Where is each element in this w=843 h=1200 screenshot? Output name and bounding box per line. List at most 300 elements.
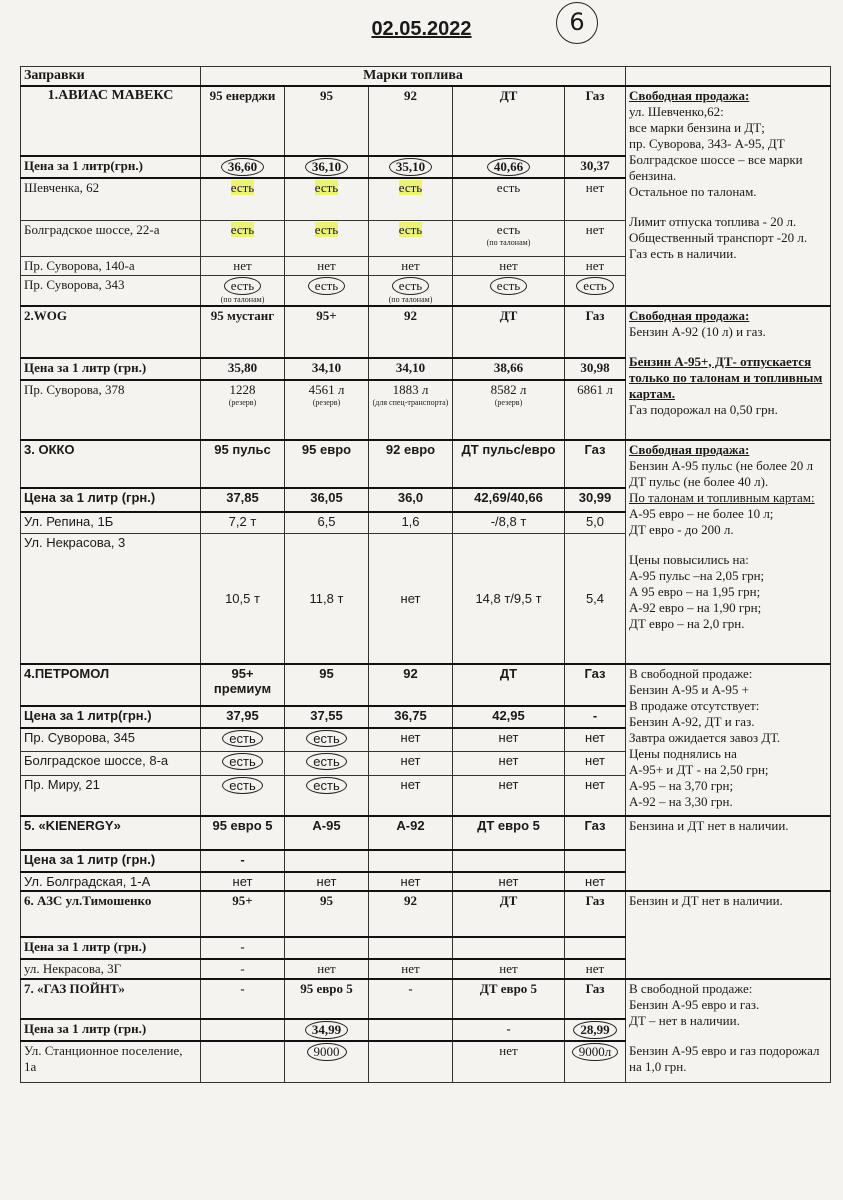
availability-value: 8582 л bbox=[490, 381, 527, 397]
availability-cell bbox=[369, 752, 453, 776]
info-line: Цены повысились на: bbox=[629, 551, 749, 567]
info-line bbox=[629, 200, 827, 214]
availability-value: есть bbox=[314, 221, 339, 237]
fuel-type: ДТ евро 5 bbox=[453, 979, 565, 1019]
section-info bbox=[626, 86, 831, 306]
availability-cell bbox=[453, 380, 565, 440]
availability-value: нет bbox=[232, 873, 253, 889]
price-cell bbox=[565, 156, 626, 178]
availability-value: нет bbox=[585, 729, 605, 745]
section-info bbox=[626, 891, 831, 979]
station-address: Болградское шоссе, 22-а bbox=[21, 220, 201, 256]
availability-cell bbox=[369, 959, 453, 979]
fuel-type: ДТ евро 5 bbox=[453, 816, 565, 850]
availability-cell bbox=[565, 534, 626, 664]
availability-value: 5,4 bbox=[585, 590, 605, 606]
price-value: 36,60 bbox=[221, 158, 264, 176]
availability-value: нет bbox=[400, 590, 421, 606]
fuels-header: Марки топлива bbox=[201, 67, 626, 87]
availability-cell bbox=[565, 178, 626, 220]
availability-cell bbox=[201, 220, 285, 256]
section-name: 5. «KIENERGY» bbox=[21, 816, 201, 850]
fuel-type: 92 bbox=[369, 664, 453, 706]
availability-value: нет bbox=[498, 777, 519, 792]
availability-cell bbox=[565, 275, 626, 306]
availability-cell bbox=[453, 728, 565, 752]
fuel-type: 95 евро 5 bbox=[201, 816, 285, 850]
availability-value: нет bbox=[400, 873, 421, 889]
page-number-mark: 6 bbox=[556, 2, 598, 44]
section-header-row bbox=[21, 306, 831, 358]
availability-cell bbox=[369, 512, 453, 534]
info-line: Свободная продажа: bbox=[629, 441, 750, 457]
availability-cell bbox=[565, 256, 626, 275]
price-cell bbox=[369, 358, 453, 380]
availability-cell bbox=[453, 534, 565, 664]
section-header-row bbox=[21, 816, 831, 850]
price-cell bbox=[285, 937, 369, 959]
price-cell bbox=[565, 706, 626, 728]
price-value: - bbox=[240, 851, 245, 867]
fuel-type: ДТ bbox=[453, 891, 565, 937]
info-line: А-95+ и ДТ - на 2,50 грн; bbox=[629, 761, 769, 777]
availability-cell bbox=[369, 256, 453, 275]
availability-cell bbox=[285, 1041, 369, 1083]
price-value: 28,99 bbox=[573, 1021, 616, 1039]
info-line: А-95 евро – не более 10 л; bbox=[629, 505, 774, 521]
availability-value: есть bbox=[224, 277, 261, 295]
fuel-type: 95+ bbox=[285, 306, 369, 358]
fuel-type: Газ bbox=[565, 86, 626, 156]
availability-cell bbox=[565, 1041, 626, 1083]
availability-value: есть bbox=[306, 753, 346, 770]
availability-cell bbox=[453, 178, 565, 220]
fuel-type: 95+ премиум bbox=[201, 664, 285, 706]
info-line: пр. Суворова, 343- А-95, ДТ bbox=[629, 136, 785, 151]
fuel-type: 92 bbox=[369, 86, 453, 156]
availability-value: есть bbox=[398, 180, 423, 195]
station-address: Ул. Станционное поселение, 1а bbox=[21, 1041, 201, 1083]
section-info bbox=[626, 440, 831, 664]
availability-value: есть bbox=[398, 221, 423, 237]
fuel-type: Газ bbox=[565, 306, 626, 358]
fuel-type: Газ bbox=[565, 816, 626, 850]
availability-cell bbox=[201, 959, 285, 979]
availability-value: нет bbox=[585, 221, 605, 237]
availability-cell bbox=[453, 752, 565, 776]
section-name: 7. «ГАЗ ПОЙНТ» bbox=[21, 979, 201, 1019]
info-line bbox=[629, 340, 827, 354]
availability-cell bbox=[565, 776, 626, 816]
availability-cell bbox=[285, 959, 369, 979]
info-line: Бензин и ДТ нет в наличии. bbox=[629, 892, 783, 908]
availability-value: 6,5 bbox=[317, 513, 336, 529]
price-cell bbox=[201, 358, 285, 380]
fuel-type: 92 bbox=[369, 306, 453, 358]
section-info bbox=[626, 979, 831, 1083]
price-value: 36,10 bbox=[305, 158, 348, 176]
availability-cell bbox=[285, 220, 369, 256]
availability-cell bbox=[369, 178, 453, 220]
price-value: 36,75 bbox=[394, 707, 427, 723]
availability-cell bbox=[565, 512, 626, 534]
info-line: ДТ пульс (не более 40 л). bbox=[629, 473, 769, 489]
table-body bbox=[21, 67, 831, 1083]
info-line: Бензин А-95+, ДТ- отпускается только по талонам и топливным картам. bbox=[629, 353, 823, 401]
info-line: Бензина и ДТ нет в наличии. bbox=[629, 817, 789, 833]
availability-value: 9000л bbox=[572, 1043, 619, 1061]
fuel-type: 95+ bbox=[201, 891, 285, 937]
availability-cell bbox=[369, 380, 453, 440]
info-line: Бензин А-95 евро и газ подорожал на 1,0 грн. bbox=[629, 1042, 820, 1074]
availability-value: 10,5 т bbox=[225, 590, 260, 606]
price-value: 36,05 bbox=[310, 489, 343, 505]
availability-value: 14,8 т/9,5 т bbox=[475, 590, 542, 606]
info-line: ДТ евро - до 200 л. bbox=[629, 521, 734, 537]
price-cell bbox=[201, 488, 285, 512]
availability-cell bbox=[285, 776, 369, 816]
section-name: 4.ПЕТРОМОЛ bbox=[21, 664, 201, 706]
availability-value: нет bbox=[499, 960, 518, 976]
price-value: 34,10 bbox=[311, 359, 342, 375]
section-header-row bbox=[21, 979, 831, 1019]
section-header-row bbox=[21, 440, 831, 488]
price-cell bbox=[201, 1019, 285, 1041]
price-value: 37,85 bbox=[226, 489, 259, 505]
table-header-row bbox=[21, 67, 831, 87]
availability-value: есть bbox=[308, 277, 345, 295]
price-cell bbox=[565, 1019, 626, 1041]
document-date: 02.05.2022 bbox=[371, 18, 472, 40]
availability-value: нет bbox=[585, 873, 605, 889]
availability-cell bbox=[285, 275, 369, 306]
fuel-type: Газ bbox=[565, 891, 626, 937]
info-line: Бензин А-95 пульс (не более 20 л bbox=[629, 457, 814, 473]
availability-cell bbox=[285, 178, 369, 220]
price-value: - bbox=[240, 938, 245, 954]
info-line: Свободная продажа: bbox=[629, 307, 750, 323]
price-label: Цена за 1 литр(грн.) bbox=[21, 156, 201, 178]
price-value: - bbox=[592, 707, 598, 723]
availability-cell bbox=[285, 256, 369, 275]
price-value: - bbox=[506, 1020, 511, 1036]
section-name: 1.АВИАС МАВЕКС bbox=[21, 86, 201, 156]
info-line bbox=[629, 538, 827, 552]
price-cell bbox=[285, 850, 369, 872]
fuel-type: 92 bbox=[369, 891, 453, 937]
info-line: Газ есть в наличии. bbox=[629, 246, 737, 261]
availability-value: есть bbox=[222, 777, 262, 794]
availability-value: есть bbox=[230, 221, 255, 237]
availability-note: (по талонам) bbox=[486, 237, 531, 247]
price-value: 36,0 bbox=[397, 489, 424, 505]
price-cell bbox=[285, 488, 369, 512]
availability-value: 6861 л bbox=[577, 381, 613, 397]
info-line: По талонам и топливным картам: bbox=[629, 489, 815, 505]
availability-value: есть bbox=[230, 180, 255, 195]
availability-value: 5,0 bbox=[585, 513, 605, 529]
price-cell bbox=[453, 706, 565, 728]
price-cell bbox=[285, 156, 369, 178]
price-cell bbox=[565, 850, 626, 872]
availability-value: нет bbox=[585, 257, 605, 273]
price-cell bbox=[201, 156, 285, 178]
info-line: ул. Шевченко,62: bbox=[629, 104, 724, 119]
availability-value: нет bbox=[585, 753, 605, 768]
info-line: В продаже отсутствует: bbox=[629, 697, 760, 713]
availability-cell bbox=[201, 512, 285, 534]
price-cell bbox=[285, 358, 369, 380]
availability-cell bbox=[565, 728, 626, 752]
station-address: Шевченка, 62 bbox=[21, 178, 201, 220]
price-cell bbox=[201, 706, 285, 728]
station-address: Ул. Болградская, 1-А bbox=[21, 872, 201, 891]
availability-value: нет bbox=[498, 753, 519, 768]
price-value: 40,66 bbox=[487, 158, 530, 176]
availability-value: есть bbox=[496, 180, 521, 195]
availability-value: есть bbox=[314, 180, 339, 195]
availability-cell bbox=[201, 380, 285, 440]
price-cell bbox=[453, 488, 565, 512]
section-header-row bbox=[21, 664, 831, 706]
availability-value: 4561 л bbox=[308, 381, 345, 397]
availability-note: (по талонам) bbox=[388, 294, 433, 304]
fuel-type: 95 евро bbox=[285, 440, 369, 488]
fuel-type: - bbox=[201, 979, 285, 1019]
fuel-type: 92 евро bbox=[369, 440, 453, 488]
availability-cell bbox=[369, 1041, 453, 1083]
availability-cell bbox=[369, 728, 453, 752]
availability-value: 1883 л bbox=[392, 381, 429, 397]
availability-value: нет bbox=[400, 729, 421, 745]
availability-value: есть bbox=[392, 277, 429, 295]
fuel-type: 95 евро 5 bbox=[285, 979, 369, 1019]
availability-value: есть bbox=[306, 730, 346, 747]
info-line: В свободной продаже: bbox=[629, 980, 753, 996]
info-line: Бензин А-95 и А-95 + bbox=[629, 681, 749, 697]
availability-cell bbox=[369, 220, 453, 256]
info-line: А-92 – на 3,30 грн. bbox=[629, 793, 733, 809]
availability-cell bbox=[201, 256, 285, 275]
section-info bbox=[626, 664, 831, 816]
availability-value: нет bbox=[585, 180, 605, 195]
station-address: Болградское шоссе, 8-а bbox=[21, 752, 201, 776]
price-cell bbox=[565, 488, 626, 512]
availability-cell bbox=[369, 534, 453, 664]
info-line: Болградское шоссе – все марки бензина. bbox=[629, 152, 803, 183]
info-line: Газ подорожал на 0,50 грн. bbox=[629, 401, 778, 417]
availability-value: есть bbox=[490, 277, 527, 295]
availability-cell bbox=[201, 752, 285, 776]
availability-cell bbox=[453, 1041, 565, 1083]
price-cell bbox=[565, 937, 626, 959]
availability-cell bbox=[369, 872, 453, 891]
availability-cell bbox=[565, 220, 626, 256]
availability-cell bbox=[453, 776, 565, 816]
availability-value: есть bbox=[222, 730, 262, 747]
fuel-type: 95 bbox=[285, 664, 369, 706]
fuel-type: А-92 bbox=[369, 816, 453, 850]
availability-value: нет bbox=[498, 873, 519, 889]
info-line: Свободная продажа: bbox=[629, 88, 750, 103]
availability-value: есть bbox=[496, 221, 521, 237]
availability-cell bbox=[565, 959, 626, 979]
availability-value: нет bbox=[317, 960, 336, 976]
availability-value: нет bbox=[498, 729, 519, 745]
info-line: Завтра ожидается завоз ДТ. bbox=[629, 729, 781, 745]
fuel-type: 95 bbox=[285, 891, 369, 937]
station-address: Пр. Суворова, 140-а bbox=[21, 256, 201, 275]
availability-cell bbox=[201, 178, 285, 220]
fuel-type: А-95 bbox=[285, 816, 369, 850]
fuel-type: ДТ bbox=[453, 86, 565, 156]
price-cell bbox=[453, 850, 565, 872]
station-address: Ул. Некрасова, 3 bbox=[21, 534, 201, 664]
availability-note: (по талонам) bbox=[220, 294, 265, 304]
availability-cell bbox=[285, 872, 369, 891]
info-line: Остальное по талонам. bbox=[629, 184, 757, 199]
price-cell bbox=[453, 156, 565, 178]
availability-value: 9000 bbox=[307, 1043, 347, 1061]
price-cell bbox=[369, 156, 453, 178]
availability-value: -/8,8 т bbox=[490, 513, 527, 529]
availability-cell bbox=[201, 1041, 285, 1083]
info-line: все марки бензина и ДТ; bbox=[629, 120, 765, 135]
price-value: 30,99 bbox=[578, 489, 612, 505]
availability-cell bbox=[453, 512, 565, 534]
availability-cell bbox=[201, 776, 285, 816]
station-address: Пр. Суворова, 345 bbox=[21, 728, 201, 752]
price-value: 30,98 bbox=[580, 359, 610, 375]
price-cell bbox=[369, 488, 453, 512]
info-line: А-92 евро – на 1,90 грн; bbox=[629, 599, 762, 615]
section-name: 3. ОККО bbox=[21, 440, 201, 488]
price-cell bbox=[369, 850, 453, 872]
availability-cell bbox=[453, 256, 565, 275]
price-value: 35,80 bbox=[227, 359, 258, 375]
availability-value: есть bbox=[222, 753, 262, 770]
station-address: Пр. Миру, 21 bbox=[21, 776, 201, 816]
availability-value: нет bbox=[585, 960, 605, 976]
availability-value: 1228 bbox=[229, 381, 256, 397]
station-address: Пр. Суворова, 378 bbox=[21, 380, 201, 440]
section-info bbox=[626, 306, 831, 440]
section-name: 2.WOG bbox=[21, 306, 201, 358]
price-value: 35,10 bbox=[389, 158, 432, 176]
availability-cell bbox=[285, 752, 369, 776]
availability-cell bbox=[453, 275, 565, 306]
availability-value: 11,8 т bbox=[309, 590, 344, 606]
availability-cell bbox=[453, 220, 565, 256]
info-line: А-95 – на 3,70 грн; bbox=[629, 777, 734, 793]
price-cell bbox=[201, 937, 285, 959]
fuel-type: ДТ bbox=[453, 306, 565, 358]
availability-note: (резерв) bbox=[312, 397, 341, 407]
price-cell bbox=[369, 937, 453, 959]
availability-cell bbox=[369, 776, 453, 816]
availability-cell bbox=[565, 872, 626, 891]
price-cell bbox=[453, 937, 565, 959]
availability-value: 7,2 т bbox=[228, 513, 257, 529]
fuel-type: 95 bbox=[285, 86, 369, 156]
info-line: ДТ евро – на 2,0 грн. bbox=[629, 615, 745, 631]
price-label: Цена за 1 литр (грн.) bbox=[21, 937, 201, 959]
info-line: В свободной продаже: bbox=[629, 665, 753, 681]
availability-value: нет bbox=[499, 257, 518, 273]
station-address: ул. Некрасова, 3Г bbox=[21, 959, 201, 979]
fuel-type: ДТ пульс/евро bbox=[453, 440, 565, 488]
info-line: Бензин А-92, ДТ и газ. bbox=[629, 713, 755, 729]
price-value: 38,66 bbox=[493, 359, 524, 375]
price-cell bbox=[369, 706, 453, 728]
stations-header: Заправки bbox=[21, 67, 201, 87]
price-cell bbox=[285, 706, 369, 728]
availability-cell bbox=[201, 534, 285, 664]
fuel-type: Газ bbox=[565, 979, 626, 1019]
availability-value: есть bbox=[306, 777, 346, 794]
availability-value: нет bbox=[401, 257, 420, 273]
availability-cell bbox=[453, 959, 565, 979]
info-line: Лимит отпуска топлива - 20 л. Общественный транспорт -20 л. bbox=[629, 214, 808, 245]
price-value: 42,95 bbox=[492, 707, 525, 723]
availability-note: (резерв) bbox=[494, 397, 523, 407]
availability-value: 1,6 bbox=[401, 513, 420, 529]
fuel-type: 95 енерджи bbox=[201, 86, 285, 156]
info-line: ДТ – нет в наличии. bbox=[629, 1012, 740, 1028]
availability-value: нет bbox=[233, 257, 252, 273]
info-header-cell bbox=[626, 67, 831, 87]
availability-note: (для спец-транспорта) bbox=[372, 397, 449, 407]
availability-value: нет bbox=[499, 1042, 518, 1058]
section-header-row bbox=[21, 891, 831, 937]
fuel-availability-table bbox=[20, 66, 831, 1083]
availability-cell bbox=[201, 728, 285, 752]
availability-cell bbox=[201, 872, 285, 891]
fuel-type: Газ bbox=[565, 664, 626, 706]
station-address: Ул. Репина, 1Б bbox=[21, 512, 201, 534]
availability-note: (резерв) bbox=[228, 397, 257, 407]
availability-value: есть bbox=[576, 277, 613, 295]
availability-cell bbox=[285, 512, 369, 534]
section-name: 6. АЗС ул.Тимошенко bbox=[21, 891, 201, 937]
info-line: Бензин А-95 евро и газ. bbox=[629, 996, 760, 1012]
availability-value: нет bbox=[317, 257, 336, 273]
availability-cell bbox=[285, 728, 369, 752]
availability-value: - bbox=[240, 960, 245, 976]
price-cell bbox=[285, 1019, 369, 1041]
fuel-type: ДТ bbox=[453, 664, 565, 706]
fuel-type: 95 пульс bbox=[201, 440, 285, 488]
price-cell bbox=[201, 850, 285, 872]
station-address: Пр. Суворова, 343 bbox=[21, 275, 201, 306]
availability-value: нет bbox=[585, 777, 605, 792]
price-value: 42,69/40,66 bbox=[474, 489, 543, 505]
price-value: 37,95 bbox=[226, 707, 259, 723]
availability-cell bbox=[565, 752, 626, 776]
price-value: 34,99 bbox=[305, 1021, 348, 1039]
fuel-type: Газ bbox=[565, 440, 626, 488]
availability-value: нет bbox=[400, 753, 421, 768]
section-info bbox=[626, 816, 831, 891]
fuel-type: - bbox=[369, 979, 453, 1019]
price-cell bbox=[453, 358, 565, 380]
availability-cell bbox=[565, 380, 626, 440]
price-cell bbox=[453, 1019, 565, 1041]
section-header-row bbox=[21, 86, 831, 156]
availability-value: нет bbox=[400, 777, 421, 792]
info-line: А-95 пульс –на 2,05 грн; bbox=[629, 567, 765, 583]
availability-value: нет bbox=[401, 960, 420, 976]
